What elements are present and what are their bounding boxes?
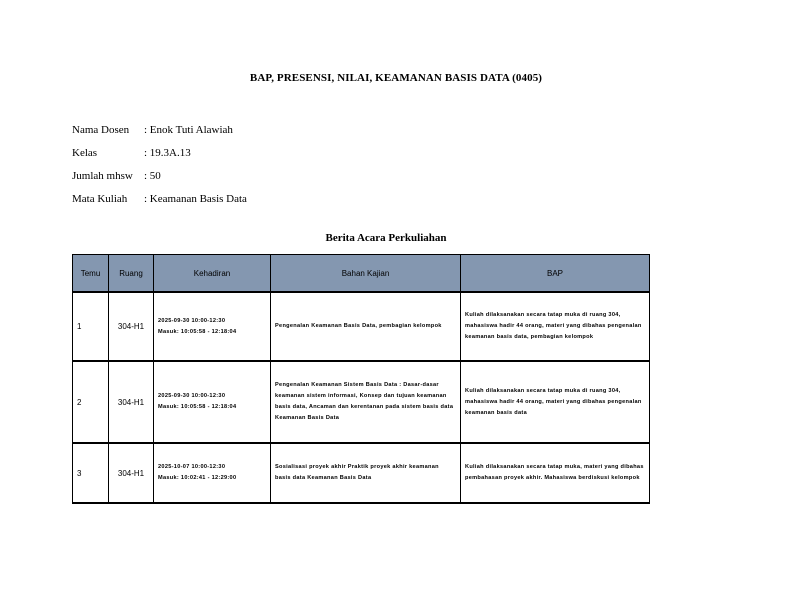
- cell-ruang: 304-H1: [109, 361, 154, 443]
- info-value: : 19.3A.13: [144, 146, 191, 159]
- kehadiran-masuk: Masuk: 10:05:58 - 12:18:04: [158, 328, 237, 335]
- info-label: Mata Kuliah: [72, 192, 128, 205]
- info-row-dosen: [72, 118, 247, 141]
- bap-text: Kuliah dilaksanakan secara tatap muka di ruang 304, mahasiswa hadir 44 orang, materi yang dibahas pengenalan keamanan basis data, pembagian kelompok: [465, 312, 642, 340]
- bap-table: [72, 254, 650, 504]
- info-row-jumlah: [72, 164, 247, 187]
- section-title: Berita Acara Perkuliahan: [325, 232, 447, 244]
- bap-text: Kuliah dilaksanakan secara tatap muka, materi yang dibahas pembahasan proyek akhir. Mahasiswa berdiskusi kelompok: [465, 464, 644, 481]
- table-row: [73, 443, 650, 503]
- cell-bahan-kajian: [271, 443, 461, 503]
- info-value: : Enok Tuti Alawiah: [144, 123, 233, 136]
- cell-bap: [461, 443, 650, 503]
- header-bap: BAP: [461, 255, 650, 293]
- header-bahan-kajian: Bahan Kajian: [271, 255, 461, 293]
- info-row-matakuliah: [72, 187, 247, 210]
- cell-ruang: 304-H1: [109, 292, 154, 361]
- bahan-text: Sosialisasi proyek akhir Praktik proyek akhir keamanan basis data Keamanan Basis Data: [275, 464, 439, 481]
- kehadiran-date: 2025-10-07 10:00-12:30: [158, 464, 226, 470]
- cell-ruang: 304-H1: [109, 443, 154, 503]
- header-temu: Temu: [73, 255, 109, 293]
- info-label: Jumlah mhsw: [72, 169, 133, 182]
- bahan-text: Pengenalan Keamanan Basis Data, pembagian kelompok: [275, 323, 442, 329]
- cell-temu: 1: [73, 292, 109, 361]
- bap-text: Kuliah dilaksanakan secara tatap muka di ruang 304, mahasiswa hadir 44 orang, materi yang dibahas pengenalan keamanan basis data: [465, 387, 642, 416]
- cell-bahan-kajian: [271, 292, 461, 361]
- course-info: [72, 118, 247, 210]
- table-row: [73, 292, 650, 361]
- header-kehadiran: Kehadiran: [154, 255, 271, 293]
- info-value: : 50: [144, 169, 161, 182]
- cell-kehadiran: [154, 443, 271, 503]
- info-label: Kelas: [72, 146, 98, 159]
- kehadiran-date: 2025-09-30 10:00-12:30: [158, 393, 226, 399]
- table-header-row: [73, 255, 650, 293]
- kehadiran-masuk: Masuk: 10:02:41 - 12:29:00: [158, 475, 237, 481]
- cell-temu: 3: [73, 443, 109, 503]
- cell-temu: 2: [73, 361, 109, 443]
- cell-bahan-kajian: [271, 361, 461, 443]
- cell-bap: [461, 361, 650, 443]
- table-row: [73, 361, 650, 443]
- cell-bap: [461, 292, 650, 361]
- header-ruang: Ruang: [109, 255, 154, 293]
- kehadiran-masuk: Masuk: 10:05:58 - 12:18:04: [158, 404, 237, 410]
- document-title: BAP, PRESENSI, NILAI, KEAMANAN BASIS DATA (0405): [249, 72, 543, 84]
- info-label: Nama Dosen: [72, 123, 130, 136]
- bahan-text: Pengenalan Keamanan Sistem Basis Data : Dasar-dasar keamanan sistem informasi, Konsep dan tujuan keamanan basis data, Ancaman dan kerentanan pada sistem basis data Keamanan Basis Data: [275, 382, 454, 421]
- cell-kehadiran: [154, 361, 271, 443]
- info-value: : Keamanan Basis Data: [144, 192, 247, 205]
- kehadiran-date: 2025-09-30 10:00-12:30: [158, 317, 226, 324]
- info-row-kelas: [72, 141, 247, 164]
- cell-kehadiran: [154, 292, 271, 361]
